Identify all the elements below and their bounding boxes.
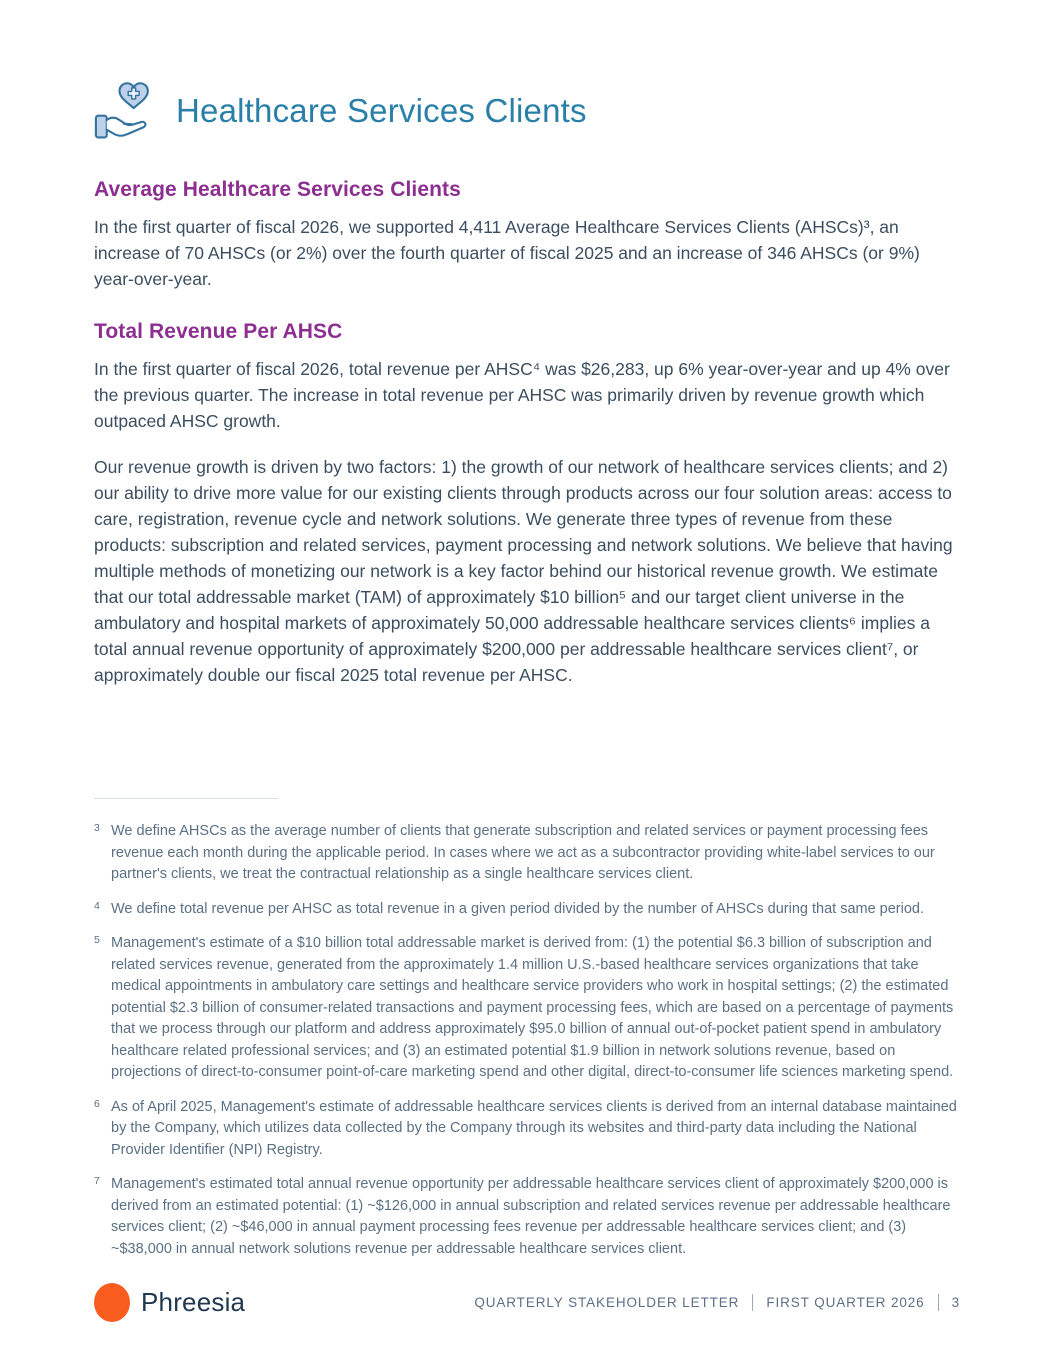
page-header bbox=[94, 80, 960, 142]
footnote-marker: 7 bbox=[94, 1175, 100, 1187]
footnote-text: Management's estimate of a $10 billion total addressable market is derived from: (1) the potential $6.3 billion of subscription and related services revenue, generated from the approximately 1.4 million U.S.-based healthcare services organizations that take medical appointments in ambulatory care settings and healthcare service providers who work in hospital settings; (2) the estimated potential $2.3 billion of consumer-related transactions and payment processing fees, which are based on a percentage of payments that we process through our platform and address approximately $95.0 billion of annual out-of-pocket patient spend in ambulatory healthcare related professional services; and (3) an estimated potential $1.9 billion in network solutions revenue, based on projections of direct-to-consumer point-of-care marketing spend and other digital, direct-to-consumer life sciences marketing spend. bbox=[111, 935, 954, 1080]
footer-quarter-label: FIRST QUARTER 2026 bbox=[766, 1295, 925, 1310]
paragraph: Our revenue growth is driven by two factors: 1) the growth of our network of healthcare services clients; and 2) our ability to drive more value for our existing clients through products across our four solution areas: access to care, registration, revenue cycle and network solutions. We generate three types of revenue from these products: subscription and related services, payment processing and network solutions. We believe that having multiple methods of monetizing our network is a key factor behind our historical revenue growth. We estimate that our total addressable market (TAM) of approximately $10 billion⁵ and our target client universe in the ambulatory and hospital markets of approximately 50,000 addressable healthcare services clients⁶ implies a total annual revenue opportunity of approximately $200,000 per addressable healthcare services client⁷, or approximately double our fiscal 2025 total revenue per AHSC. bbox=[94, 457, 953, 685]
footnote-text: We define AHSCs as the average number of clients that generate subscription and related services or payment processing fees revenue each month during the applicable period. In cases where we act as a subcontractor providing white-label services to our partner's clients, we treat the contractual relationship as a single healthcare services client. bbox=[111, 823, 935, 882]
page-footer bbox=[94, 1283, 960, 1322]
footnote-text: Management's estimated total annual revenue opportunity per addressable healthcare services client of approximately $200,000 is derived from an estimated potential: (1) ~$126,000 in annual subscription and related services revenue per addressable healthcare services client; (2) ~$46,000 in annual payment processing fees revenue per addressable healthcare services client; and (3) ~$38,000 in annual network solutions revenue per addressable healthcare services client. bbox=[111, 1176, 951, 1257]
footnote-marker: 4 bbox=[94, 899, 100, 912]
footnote-divider bbox=[94, 798, 278, 799]
footnote-7 bbox=[94, 1174, 960, 1260]
page-title: Healthcare Services Clients bbox=[176, 92, 587, 129]
footer-separator bbox=[752, 1294, 753, 1311]
footnote-text: As of April 2025, Management's estimate of addressable healthcare services clients is derived from an internal database maintained by the Company, which utilizes data collected by the Company through its websites and third-party data including the National Provider Identifier (NPI) Registry. bbox=[111, 1098, 957, 1158]
footer-document-label: QUARTERLY STAKEHOLDER LETTER bbox=[474, 1295, 740, 1310]
footnote-text: We define total revenue per AHSC as total revenue in a given period divided by the number of AHSCs during that same period. bbox=[111, 900, 925, 917]
section-total-revenue-per-ahsc bbox=[94, 320, 960, 688]
footnote-marker: 5 bbox=[94, 934, 100, 946]
footnote-3 bbox=[94, 821, 960, 886]
paragraph: In the first quarter of fiscal 2026, we supported 4,411 Average Healthcare Services Clients (AHSCs)³, an increase of 70 AHSCs (or 2%) over the fourth quarter of fiscal 2025 and an increase of 346 AHSCs (or 9%) year-over-year. bbox=[94, 217, 920, 289]
phreesia-logo bbox=[94, 1283, 245, 1322]
section-heading-total-revenue: Total Revenue Per AHSC bbox=[94, 320, 343, 343]
section-heading-average-ahscs: Average Healthcare Services Clients bbox=[94, 178, 461, 201]
section-average-ahscs bbox=[94, 178, 960, 292]
footnote-4 bbox=[94, 899, 960, 921]
paragraph: In the first quarter of fiscal 2026, total revenue per AHSC⁴ was $26,283, up 6% year-over-year and up 4% over the previous quarter. The increase in total revenue per AHSC was primarily driven by revenue growth which outpaced AHSC growth. bbox=[94, 359, 950, 431]
footer-page-number: 3 bbox=[951, 1295, 960, 1310]
hand-holding-heart-icon bbox=[94, 80, 162, 142]
footer-meta bbox=[474, 1294, 960, 1311]
footnotes bbox=[94, 821, 960, 1260]
footnote-marker: 6 bbox=[94, 1097, 100, 1110]
footnote-5 bbox=[94, 933, 960, 1084]
footer-separator bbox=[938, 1294, 939, 1311]
footnote-marker: 3 bbox=[94, 822, 100, 834]
footnote-6 bbox=[94, 1097, 960, 1162]
phreesia-logo-text: Phreesia bbox=[141, 1287, 246, 1317]
phreesia-logo-mark-icon bbox=[94, 1283, 130, 1322]
